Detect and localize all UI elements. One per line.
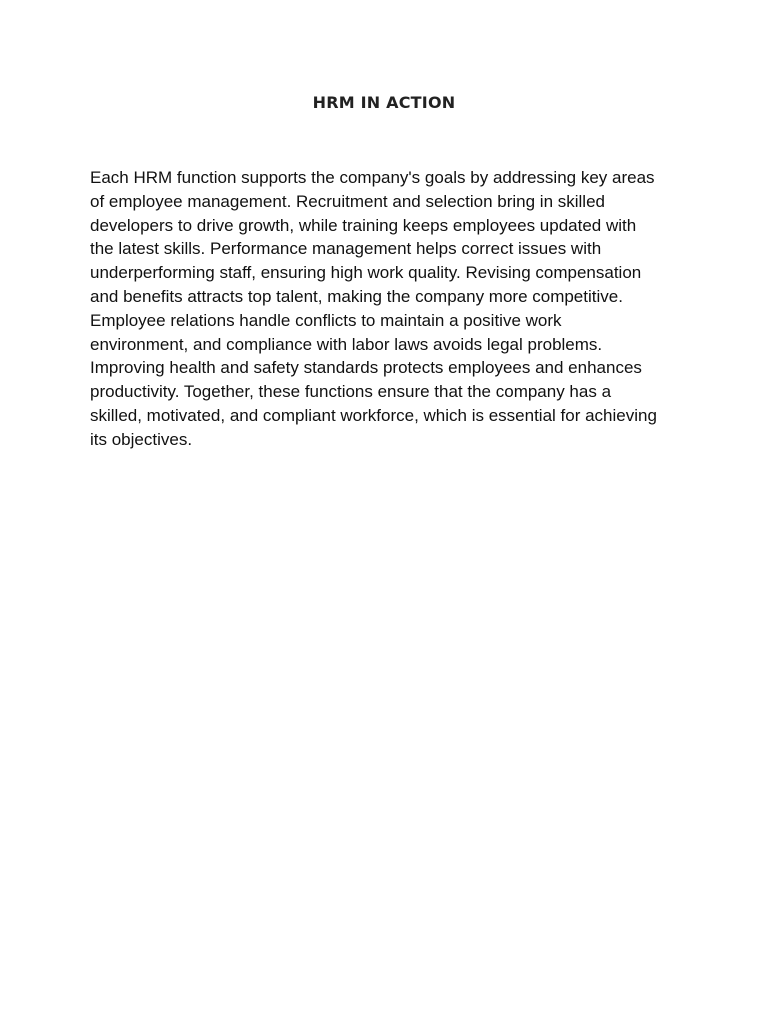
paragraph-line: Employee relations handle conflicts to maintain a positive work: [90, 310, 562, 330]
paragraph-line: underperforming staff, ensuring high work quality. Revising compensation: [90, 263, 642, 283]
document-title: HRM IN ACTION: [312, 93, 456, 112]
paragraph-line: developers to drive growth, while training keeps employees updated with: [90, 215, 637, 235]
paragraph-line: environment, and compliance with labor laws avoids legal problems.: [90, 334, 603, 354]
paragraph-line: and benefits attracts top talent, making the company more competitive.: [90, 286, 623, 306]
paragraph-line: productivity. Together, these functions ensure that the company has a: [90, 382, 612, 402]
paragraph-line: skilled, motivated, and compliant workforce, which is essential for achieving: [90, 405, 657, 425]
paragraph-line: Each HRM function supports the company's goals by addressing key areas: [90, 168, 655, 187]
paragraph-line: its objectives.: [90, 429, 193, 449]
paragraph-line: Improving health and safety standards protects employees and enhances: [90, 358, 642, 378]
document-paragraph: [90, 166, 682, 452]
paragraph-line: of employee management. Recruitment and selection bring in skilled: [90, 191, 605, 211]
paragraph-line: the latest skills. Performance management helps correct issues with: [90, 239, 602, 259]
